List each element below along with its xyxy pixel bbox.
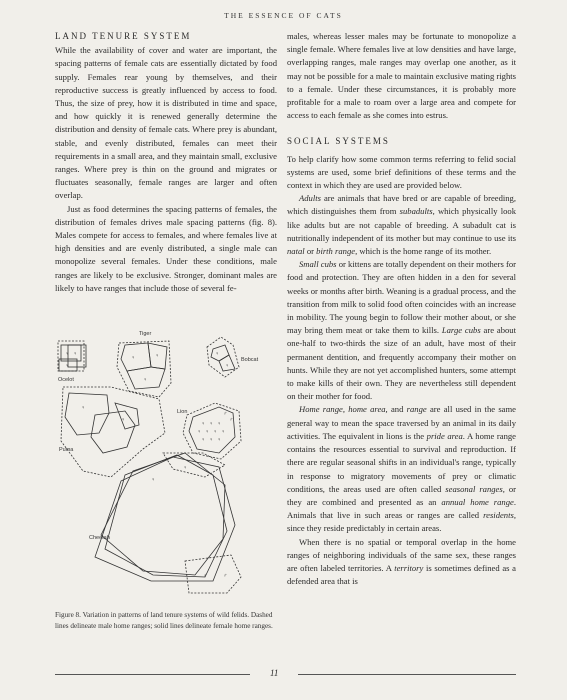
male-symbol: ♂	[203, 573, 208, 579]
female-symbol: ♀	[221, 429, 226, 435]
tiger-label: Tiger	[139, 331, 152, 337]
female-symbol: ♀	[201, 421, 206, 427]
term: subadults	[399, 206, 433, 217]
tiger-ranges	[117, 341, 171, 397]
female-symbol: ♀	[131, 355, 136, 361]
text: . Animals that live in such areas or ranges are called	[287, 496, 516, 521]
female-symbol: ♀	[73, 351, 78, 357]
female-symbol: ♀	[213, 429, 218, 435]
female-symbol: ♀	[155, 353, 160, 359]
term: territory	[394, 562, 424, 573]
paragraph: While the availability of cover and water are important, the spacing patterns of female cats are essentially dictated by food supply. Females rear young by themselves, and their reproductive success is greatly influenced by access to food. Thus, the size of prey, how it is distributed in time and space, and how quickly it is renewed generally determine the distribution and density of female cats. Where prey is abundant, stable, and evenly distributed, females can meet their requirements in a small area, and they maintain small, exclusive ranges. Where prey is thin on the ground and migrates or fluctuates seasonally, female ranges are larger and often overlap.	[55, 45, 277, 201]
female-symbol: ♀	[217, 437, 222, 443]
male-symbol: ♂	[223, 573, 228, 579]
female-symbol: ♀	[183, 465, 188, 471]
bobcat-label: Bobcat	[241, 357, 259, 363]
male-symbol: ♂	[229, 417, 234, 423]
female-symbol: ♀	[81, 405, 86, 411]
text: , or they are combined and presented as an	[287, 483, 516, 507]
text: or	[304, 246, 317, 257]
left-column	[55, 30, 277, 295]
term: residents	[483, 510, 514, 521]
ocelot-label: Ocelot	[58, 377, 74, 383]
text: is sometimes defined as a defended area that is	[287, 562, 516, 587]
female-symbol: ♀	[209, 421, 214, 427]
lion-label: Lion	[177, 409, 188, 415]
puma-ranges	[61, 387, 165, 477]
paragraph: Just as food determines the spacing patterns of females, the distribution of females drives male spacing patterns (fig. 8). Males compete for access to females, and where females live at high densities and are evenly distributed, a single male can monopolize several females. Under these conditions, male ranges are likely to be exclusive. Stronger, dominant males are likely to have ranges that include those of several fe-	[55, 203, 277, 293]
term: pride area	[426, 430, 463, 441]
cheetah-label: Cheetah	[89, 535, 110, 541]
term: annual home range	[441, 496, 514, 507]
female-symbol: ♀	[197, 429, 202, 435]
text: are all used in the same general way to mean the space traversed by an animal in its daily activities. The equivalent in lions is the	[287, 404, 516, 441]
text: , which physically look like adults but are not capable of breeding. A subadult cat is nutritionally independent of its mother but may continue to use its	[287, 206, 516, 243]
running-head: THE ESSENCE OF CATS	[224, 11, 343, 20]
figure-8-land-tenure-diagram	[55, 325, 277, 600]
female-symbol: ♀	[225, 363, 230, 369]
text: are animals that have bred or are capable of breeding, which distinguishes them from	[287, 193, 516, 217]
term: natal	[287, 246, 305, 257]
section-heading-social-systems: SOCIAL SYSTEMS	[287, 136, 390, 147]
text: are about one-half to two-thirds the size of an adult, have most of their permanent dentition, and frequently accompany their mother on hunts. While they are not yet accomplished hunters, some attempt to make kills of their own. They are nevertheless still dependent on their mother for food.	[287, 325, 516, 402]
ocelot-ranges	[58, 341, 86, 371]
term: range	[406, 404, 427, 415]
cheetah-ranges	[95, 453, 241, 593]
female-symbol: ♀	[121, 417, 126, 423]
term: birth range	[316, 246, 356, 257]
term: Large cubs	[441, 325, 481, 336]
female-symbol: ♀	[65, 363, 70, 369]
footer-rule-left	[55, 674, 250, 675]
male-symbol: ♂	[223, 411, 228, 417]
puma-label: Puma	[59, 447, 74, 453]
paragraph-territory	[287, 536, 516, 589]
text: and	[387, 404, 407, 415]
paragraph-cubs	[287, 258, 516, 403]
land-tenure-diagram	[55, 325, 277, 600]
female-symbol: ♀	[151, 477, 156, 483]
paragraph: To help clarify how some common terms referring to felid social systems are used, some brief definitions of these terms and the context in which they are used are provided below.	[287, 153, 516, 191]
bobcat-ranges	[207, 337, 239, 377]
term: Home range, home area,	[299, 404, 388, 415]
text: When there is no spatial or temporal overlap in the home ranges of neighboring individuals of the same sex, these ranges are often labeled territories. A	[287, 536, 516, 573]
lion-ranges	[183, 403, 241, 459]
paragraph-adults	[287, 192, 516, 258]
right-column	[287, 30, 516, 588]
text: . A home range contains the resources essential to survival and reproduction. If there are regular seasonal shifts in an individual's range, typically in response to migratory movements of prey or climatic conditions, the areas used are often called	[287, 430, 516, 494]
female-symbol: ♀	[201, 437, 206, 443]
figure-caption: Figure 8. Variation in patterns of land tenure systems of wild felids. Dashed lines delineate male home ranges; solid lines delineate female home ranges.	[55, 611, 273, 630]
text: , since they reside predictably in certain areas.	[287, 510, 516, 534]
text: or kittens are totally dependent on their mothers for food and protection. They are often hidden in a den for several weeks or months after birth. Weaning is a gradual process, and the transition from milk to solid food often coincides with an increase in mobility. The young begin to follow their mother about, or she may bring them meat or take them to kills.	[287, 259, 516, 336]
text: , which is the home range of its mother.	[355, 246, 492, 257]
term: Small cubs	[299, 259, 337, 270]
female-symbol: ♀	[65, 351, 70, 357]
female-symbol: ♀	[217, 421, 222, 427]
term: seasonal ranges	[445, 483, 503, 494]
female-symbol: ♀	[215, 351, 220, 357]
female-symbol: ♀	[143, 377, 148, 383]
paragraph-home-range	[287, 403, 516, 535]
section-heading-land-tenure: LAND TENURE SYSTEM	[55, 31, 192, 41]
female-symbol: ♀	[205, 429, 210, 435]
paragraph: males, whereas lesser males may be fortunate to monopolize a single female. Where females live at low densities and have large, overlapping ranges, male ranges may overlap one another, as it may not be possible for a male to maintain exclusive mating rights to a female. Under these circumstances, it is probably more profitable for a male to roam over a large area and compete for access to each female as she comes into estrus.	[287, 31, 516, 121]
term: Adults	[299, 193, 321, 204]
female-symbol: ♀	[209, 437, 214, 443]
footer-rule-right	[298, 674, 516, 675]
page-footer	[55, 668, 516, 680]
page-number: 11	[270, 668, 279, 678]
female-symbols	[65, 351, 229, 483]
